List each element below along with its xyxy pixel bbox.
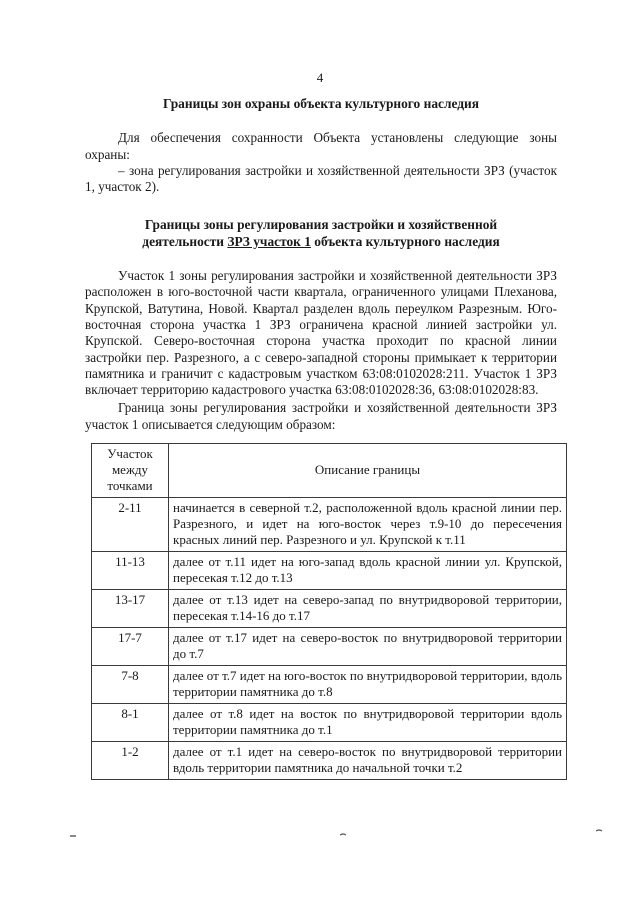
table-header-description: Описание границы (169, 444, 567, 498)
table-cell-points: 2-11 (92, 498, 169, 552)
body-paragraph-boundary-intro: Граница зоны регулирования застройки и хозяйственной деятельности ЗРЗ участок 1 описывается следующим образом: (85, 400, 557, 432)
heading-zrz-underlined: ЗРЗ участок 1 (227, 233, 311, 249)
heading-protection-zones: Границы зон охраны объекта культурного наследия (163, 96, 479, 111)
table-row (92, 666, 567, 704)
heading-zrz-line2-before: деятельности (142, 233, 228, 249)
zone-list-item: – зона регулирования застройки и хозяйственной деятельности ЗРЗ (участок 1, участок 2). (85, 162, 557, 195)
scan-mark-left (70, 833, 76, 839)
body-paragraph-location: Участок 1 зоны регулирования застройки и хозяйственной деятельности ЗРЗ расположен в юго-восточной части квартала, ограниченного улицами Плеханова, Крупской, Ватутина, Новой. Квартал разделен вдоль переулком Разрезным. Юго-восточная сторона участка 1 ЗРЗ ограничена красной линией застройки ул. Крупской. Северо-восточная сторона участка проходит по красной линии застройки пер. Разрезного, а с северо-западной стороны примыкает к территории памятника и граничит с кадастровым участком 63:08:0102028:211. Участок 1 ЗРЗ включает территорию кадастрового участка 63:08:0102028:36, 63:08:0102028:83. (85, 268, 557, 398)
table-cell-points: 17-7 (92, 628, 169, 666)
table-cell-points: 13-17 (92, 590, 169, 628)
intro-paragraph: Для обеспечения сохранности Объекта установлены следующие зоны охраны: (85, 130, 557, 162)
table-cell-points: 7-8 (92, 666, 169, 704)
table-row (92, 590, 567, 628)
scan-mark-center (340, 833, 346, 839)
table-row (92, 628, 567, 666)
table-cell-points: 8-1 (92, 704, 169, 742)
heading-zrz-line1: Границы зоны регулирования застройки и хозяйственной (144, 217, 498, 233)
table-row (92, 704, 567, 742)
table-cell-description: далее от т.7 идет на юго-восток по внутридворовой территории, вдоль территории памятника до т.8 (169, 666, 567, 704)
scan-marks (0, 833, 640, 843)
table-row (92, 742, 567, 780)
table-row (92, 552, 567, 590)
table-cell-description: далее от т.13 идет на северо-запад по внутридворовой территории, пересекая т.14-16 до т.17 (169, 590, 567, 628)
table-cell-points: 11-13 (92, 552, 169, 590)
heading-zrz-section (85, 217, 557, 250)
boundary-table (91, 443, 567, 780)
table-cell-description: далее от т.17 идет на северо-восток по внутридворовой территории до т.7 (169, 628, 567, 666)
table-cell-description: начинается в северной т.2, расположенной вдоль красной линии пер. Разрезного, и идет на юго-восток через т.9-10 до пересечения красных линий пер. Разрезного и ул. Крупской к т.11 (169, 498, 567, 552)
table-cell-description: далее от т.8 идет на восток по внутридворовой территории вдоль территории памятника до т.1 (169, 704, 567, 742)
document-body (85, 96, 562, 780)
scan-mark-right (596, 829, 602, 835)
table-cell-description: далее от т.1 идет на северо-восток по внутридворовой территории вдоль территории памятника до начальной точки т.2 (169, 742, 567, 780)
table-header-row (92, 444, 567, 498)
table-row (92, 498, 567, 552)
page-number: 4 (316, 70, 324, 85)
table-cell-points: 1-2 (92, 742, 169, 780)
heading-zrz-line2-after: объекта культурного наследия (310, 233, 500, 249)
table-cell-description: далее от т.11 идет на юго-запад вдоль красной линии ул. Крупской, пересекая т.12 до т.13 (169, 552, 567, 590)
table-header-points: Участок между точками (92, 444, 169, 498)
